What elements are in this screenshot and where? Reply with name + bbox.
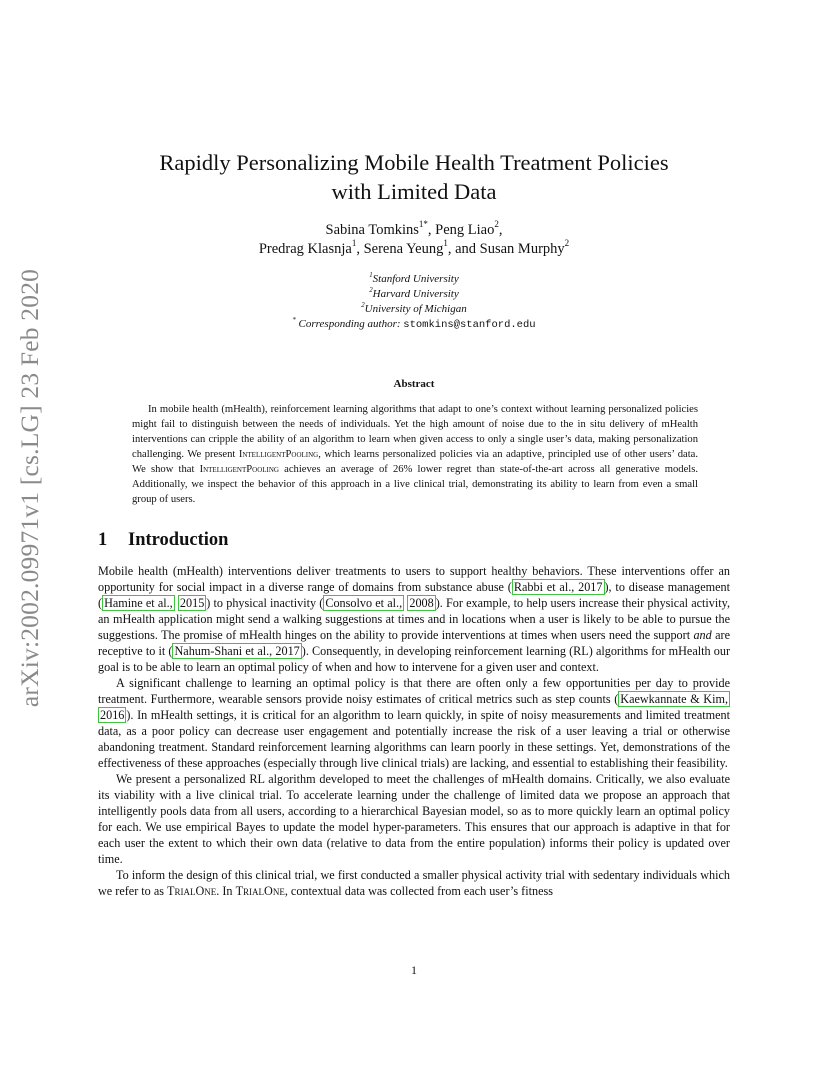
trial-name: TrialOne [167, 884, 217, 898]
text-segment: ). In mHealth settings, it is critical for an algorithm to learn quickly, in spite of noisy measurements and limited treatment data, as a poor policy can decrease user engagement and potentially increase the risk of a user leaving a trial or otherwise abandoning treatment. Standard reinforcement learning algorithms can learn poorly in these settings. Yet, demonstrations of the effectiveness of these approaches (especially through live clinical trials) are lacking, and essential to establishing their feasibility. [98, 708, 730, 770]
author-affil-mark: 1 [443, 238, 448, 249]
author-line-2: Predrag Klasnja$^1$, Serena Yeung$^1$, and Susan Murphy$^2$ [258, 238, 570, 257]
paragraph [98, 675, 730, 771]
paragraph [98, 867, 730, 899]
citation-link[interactable]: 2015 [179, 596, 205, 610]
affiliation-line [98, 287, 730, 302]
affil-mark: 1 [369, 271, 373, 279]
author-name: Sabina Tomkins [325, 222, 419, 238]
abstract-segment: In mobile health (mHealth), reinforcement learning algorithms that adapt to one’s context without learning personalized policies might fail to distinguish between the needs of individuals. Yet the high amount of noise due to the in situ delivery of mHealth interventions can cripple the ability of an algorithm to learn when given access to only a single user’s data, making personalization challenging. We present [132, 404, 698, 460]
emphasis: and [693, 628, 712, 642]
citation-link[interactable]: 2016 [100, 708, 125, 722]
citation-link[interactable]: Consolvo et al., [325, 596, 403, 610]
paragraph [98, 563, 730, 675]
text-segment: ). Consequently, in developing reinforcement learning (RL) algorithms for mHealth our goal is to be able to learn an optimal policy of when and how to intervene for a given user and context. [98, 644, 731, 674]
section-heading-introduction [98, 530, 228, 551]
author-line-1: Sabina Tomkins$^{1*}$, Peng Liao$^2$, [325, 219, 503, 238]
text-segment: Mobile health (mHealth) interventions deliver treatments to users to support healthy behaviors. These interventions offer an opportunity for social impact in a diverse range of domains from substance abuse ( [98, 564, 730, 594]
citation-link[interactable]: Kaewkannate & Kim, [620, 692, 728, 706]
arxiv-identifier: arXiv:2002.09971v1 [cs.LG] 23 Feb 2020 [15, 268, 44, 708]
corresponding-email: stomkins@stanford.edu [403, 319, 536, 331]
text-segment: ), to disease management ( [98, 580, 731, 610]
affiliation-name: University of Michigan [364, 303, 467, 315]
citation-link[interactable]: 2008 [409, 596, 434, 610]
author-affil-mark: 1 [351, 238, 357, 249]
paragraph: We present a personalized RL algorithm developed to meet the challenges of mHealth domains. Critically, we also evaluate its viability with a live clinical trial. To accelerate learning under the challenge of limited data we propose an approach that intelligently pools data from all users, according to a hierarchical Bayesian model, so as to more quickly learn an optimal policy for each. We use empirical Bayes to update the model hyper-parameters. This ensures that our approach is adaptive in that for each user the extent to which their own data (relative to data from the entire population) informs their policy is updated over time. [98, 772, 730, 866]
page-number: 1 [411, 963, 417, 977]
abstract-text [132, 402, 698, 507]
method-name: IntelligentPooling [238, 449, 319, 460]
trial-name: TrialOne [235, 884, 285, 898]
author-affil-mark: 1* [418, 219, 428, 230]
title-line-1: Rapidly Personalizing Mobile Health Treatment Policies [159, 150, 669, 175]
affil-mark: * [292, 316, 296, 324]
citation-link[interactable]: Rabbi et al., 2017 [513, 580, 603, 594]
corresponding-author-line [98, 317, 730, 333]
method-name: IntelligentPooling [199, 464, 279, 475]
author-name: Susan Murphy [479, 241, 565, 257]
text-segment: ) to physical inactivity ( [206, 596, 324, 610]
author-name: Peng Liao [435, 222, 495, 238]
text-segment: A significant challenge to learning an optimal policy is that there are often only a few opportunities per day to provide treatment. Furthermore, wearable sensors provide noisy estimates of critical metrics such as step counts ( [98, 676, 730, 706]
affiliation-line [98, 272, 730, 287]
abstract-segment: achieves an average of 26% lower regret than state-of-the-art across all generative models. Additionally, we inspect the behavior of this approach in a live clinical trial, demonstrating its ability to learn from even a small group of users. [132, 464, 698, 505]
affil-mark: 2 [361, 301, 365, 309]
text-segment: , contextual data was collected from each user’s fitness [284, 884, 553, 898]
affiliation-line [98, 302, 730, 317]
abstract-segment: , which learns personalized policies via an adaptive, principled use of other users’ data. We show that [132, 449, 698, 475]
introduction-body [98, 563, 730, 899]
affil-mark: 2 [369, 286, 373, 294]
author-name: Predrag Klasnja [258, 241, 352, 257]
author-name: Serena Yeung [363, 241, 444, 257]
affiliation-name: Stanford University [372, 273, 459, 285]
section-title: Introduction [128, 530, 229, 550]
abstract-heading: Abstract [393, 378, 435, 390]
text-segment: are receptive to it ( [98, 628, 730, 658]
title-line-2: with Limited Data [331, 179, 497, 204]
citation-link[interactable]: Nahum-Shani et al., 2017 [174, 644, 300, 658]
author-affil-mark: 2 [494, 219, 499, 230]
arxiv-sidebar-stamp [10, 268, 50, 708]
text-segment: To inform the design of this clinical trial, we first conducted a smaller physical activity trial with sedentary individuals which we refer to as [98, 868, 730, 898]
corresponding-label: Corresponding author: [298, 318, 401, 330]
author-list [98, 221, 730, 259]
text-segment: ). For example, to help users increase their physical activity, an mHealth application might send a walking suggestions at times and in locations when a user is likely to be able to pursue the suggestions. The promise of mHealth hinges on the ability to provide interventions at times when users need the support [98, 596, 731, 642]
author-affil-mark: 2 [564, 238, 570, 249]
citation-link[interactable]: Hamine et al., [104, 596, 173, 610]
paper-title [98, 148, 730, 206]
section-number: 1 [98, 530, 108, 550]
affiliations [98, 272, 730, 333]
affiliation-name: Harvard University [372, 288, 459, 300]
text-segment: . In [216, 884, 236, 898]
